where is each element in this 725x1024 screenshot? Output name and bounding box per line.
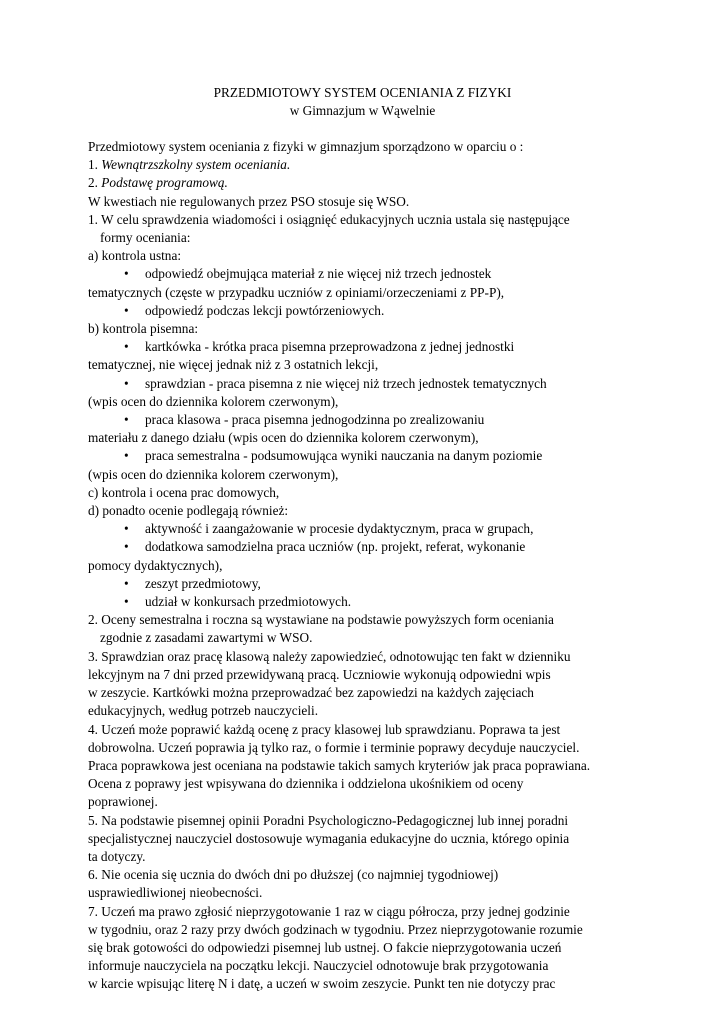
bullet-text: odpowiedź obejmująca materiał z nie więcej niż trzech jednostek (145, 266, 492, 282)
bullet-item (88, 302, 648, 320)
text-line: dobrowolna. Uczeń poprawia ją tylko raz, o formie i terminie poprawy decyduje nauczyciel. (88, 739, 580, 755)
document-subtitle: w Gimnazjum w Wąwelnie (289, 103, 436, 118)
text-line: W kwestiach nie regulowanych przez PSO stosuje się WSO. (88, 193, 410, 209)
text-line: a) kontrola ustna: (88, 248, 182, 264)
bullet-text: odpowiedź podczas lekcji powtórzeniowych. (145, 302, 385, 318)
bullet-icon: • (124, 412, 129, 428)
text-line: Ocena z poprawy jest wpisywana do dziennika i oddzielona ukośnikiem od oceny (88, 776, 524, 792)
document-body (88, 138, 648, 994)
text-line: 7. Uczeń ma prawo zgłosić nieprzygotowanie 1 raz w ciągu półrocza, przy jednej godzinie (88, 903, 570, 919)
text-line: poprawionej. (88, 794, 158, 810)
text-line: b) kontrola pisemna: (88, 321, 199, 337)
bullet-icon: • (124, 521, 129, 537)
bullet-icon: • (124, 266, 129, 282)
bullet-icon: • (124, 339, 129, 355)
list-number: 2. (88, 175, 102, 191)
bullet-icon: • (124, 375, 129, 391)
source-document-name: Wewnątrzszkolny system oceniania. (101, 157, 291, 173)
bullet-text: dodatkowa samodzielna praca uczniów (np. projekt, referat, wykonanie (145, 539, 526, 555)
text-line: d) ponadto ocenie podlegają również: (88, 503, 289, 519)
text-line: Praca poprawkowa jest oceniana na podstawie takich samych kryteriów jak praca poprawiana. (88, 757, 591, 773)
list-number: 1. (88, 157, 102, 173)
text-line: w zeszycie. Kartkówki można przeprowadzać bez zapowiedzi na każdych zajęciach (88, 685, 534, 701)
text-line: ta dotyczy. (88, 848, 146, 864)
text-line: tematycznej, nie więcej jednak niż z 3 ostatnich lekcji, (88, 357, 379, 373)
bullet-item (88, 520, 648, 538)
bullet-item (88, 338, 648, 356)
text-line: tematycznych (częste w przypadku uczniów z opiniami/orzeczeniami z PP-P), (88, 284, 505, 300)
text-line: Przedmiotowy system oceniania z fizyki w gimnazjum sporządzono w oparciu o : (88, 139, 524, 154)
text-line: (wpis ocen do dziennika kolorem czerwonym), (88, 393, 339, 409)
text-line: edukacyjnych, według potrzeb nauczycieli. (88, 703, 319, 719)
bullet-icon: • (124, 302, 129, 318)
text-line: 2. Oceny semestralna i roczna są wystawiane na podstawie powyższych form oceniania (88, 612, 554, 628)
text-line: lekcyjnym na 7 dni przed przewidywaną pracą. Uczniowie wykonują odpowiedni wpis (88, 666, 551, 682)
text-line: specjalistycznej nauczyciel dostosowuje wymagania edukacyjne do ucznia, którego opinia (88, 830, 570, 846)
bullet-item (88, 575, 648, 593)
text-line: 1. W celu sprawdzenia wiadomości i osiągnięć edukacyjnych ucznia ustala się następujące (88, 211, 570, 227)
bullet-item (88, 375, 648, 393)
bullet-icon: • (124, 448, 129, 464)
bullet-text: sprawdzian - praca pisemna z nie więcej niż trzech jednostek tematycznych (145, 375, 547, 391)
bullet-text: kartkówka - krótka praca pisemna przeprowadzona z jednej jednostki (145, 339, 515, 355)
text-line: zgodnie z zasadami zawartymi w WSO. (100, 630, 313, 646)
text-line: 5. Na podstawie pisemnej opinii Poradni Psychologiczno-Pedagogicznej lub innej poradni (88, 812, 569, 828)
bullet-text: aktywność i zaangażowanie w procesie dydaktycznym, praca w grupach, (145, 521, 534, 537)
bullet-item (88, 265, 648, 283)
bullet-text: praca semestralna - podsumowująca wyniki nauczania na danym poziomie (145, 448, 543, 464)
bullet-icon: • (124, 594, 129, 610)
text-line: materiału z danego działu (wpis ocen do dziennika kolorem czerwonym), (88, 430, 479, 446)
text-line: się brak gotowości do odpowiedzi pisemnej lub ustnej. O fakcie nieprzygotowania uczeń (88, 939, 562, 955)
source-document-name: Podstawę programową. (101, 175, 228, 191)
bullet-item (88, 447, 648, 465)
text-line: pomocy dydaktycznych), (88, 557, 223, 573)
text-line: c) kontrola i ocena prac domowych, (88, 484, 280, 500)
bullet-icon: • (124, 575, 129, 591)
bullet-text: praca klasowa - praca pisemna jednogodzinna po zrealizowaniu (145, 412, 485, 428)
bullet-item (88, 411, 648, 429)
text-line: (wpis ocen do dziennika kolorem czerwonym), (88, 466, 339, 482)
numbered-source-line (88, 156, 648, 174)
bullet-text: zeszyt przedmiotowy, (145, 575, 261, 591)
text-line: 6. Nie ocenia się ucznia do dwóch dni po dłuższej (co najmniej tygodniowej) (88, 867, 499, 883)
text-line: w tygodniu, oraz 2 razy przy dwóch godzinach w tygodniu. Przez nieprzygotowanie rozumie (88, 921, 583, 937)
bullet-item (88, 538, 648, 556)
bullet-text: udział w konkursach przedmiotowych. (145, 594, 352, 610)
numbered-source-line (88, 174, 648, 192)
document-title: PRZEDMIOTOWY SYSTEM OCENIANIA Z FIZYKI (213, 85, 512, 100)
text-line: 4. Uczeń może poprawić każdą ocenę z pracy klasowej lub sprawdzianu. Poprawa ta jest (88, 721, 561, 737)
bullet-item (88, 593, 648, 611)
text-line: 3. Sprawdzian oraz pracę klasową należy zapowiedzieć, odnotowując ten fakt w dzienniku (88, 648, 571, 664)
text-line: w karcie wpisując literę N i datę, a uczeń w swoim zeszycie. Punkt ten nie dotyczy prac (88, 976, 556, 992)
text-line: formy oceniania: (100, 230, 191, 246)
bullet-icon: • (124, 539, 129, 555)
text-line: informuje nauczyciela na początku lekcji. Nauczyciel odnotowuje brak przygotowania (88, 958, 549, 974)
text-line: usprawiedliwionej nieobecności. (88, 885, 263, 901)
